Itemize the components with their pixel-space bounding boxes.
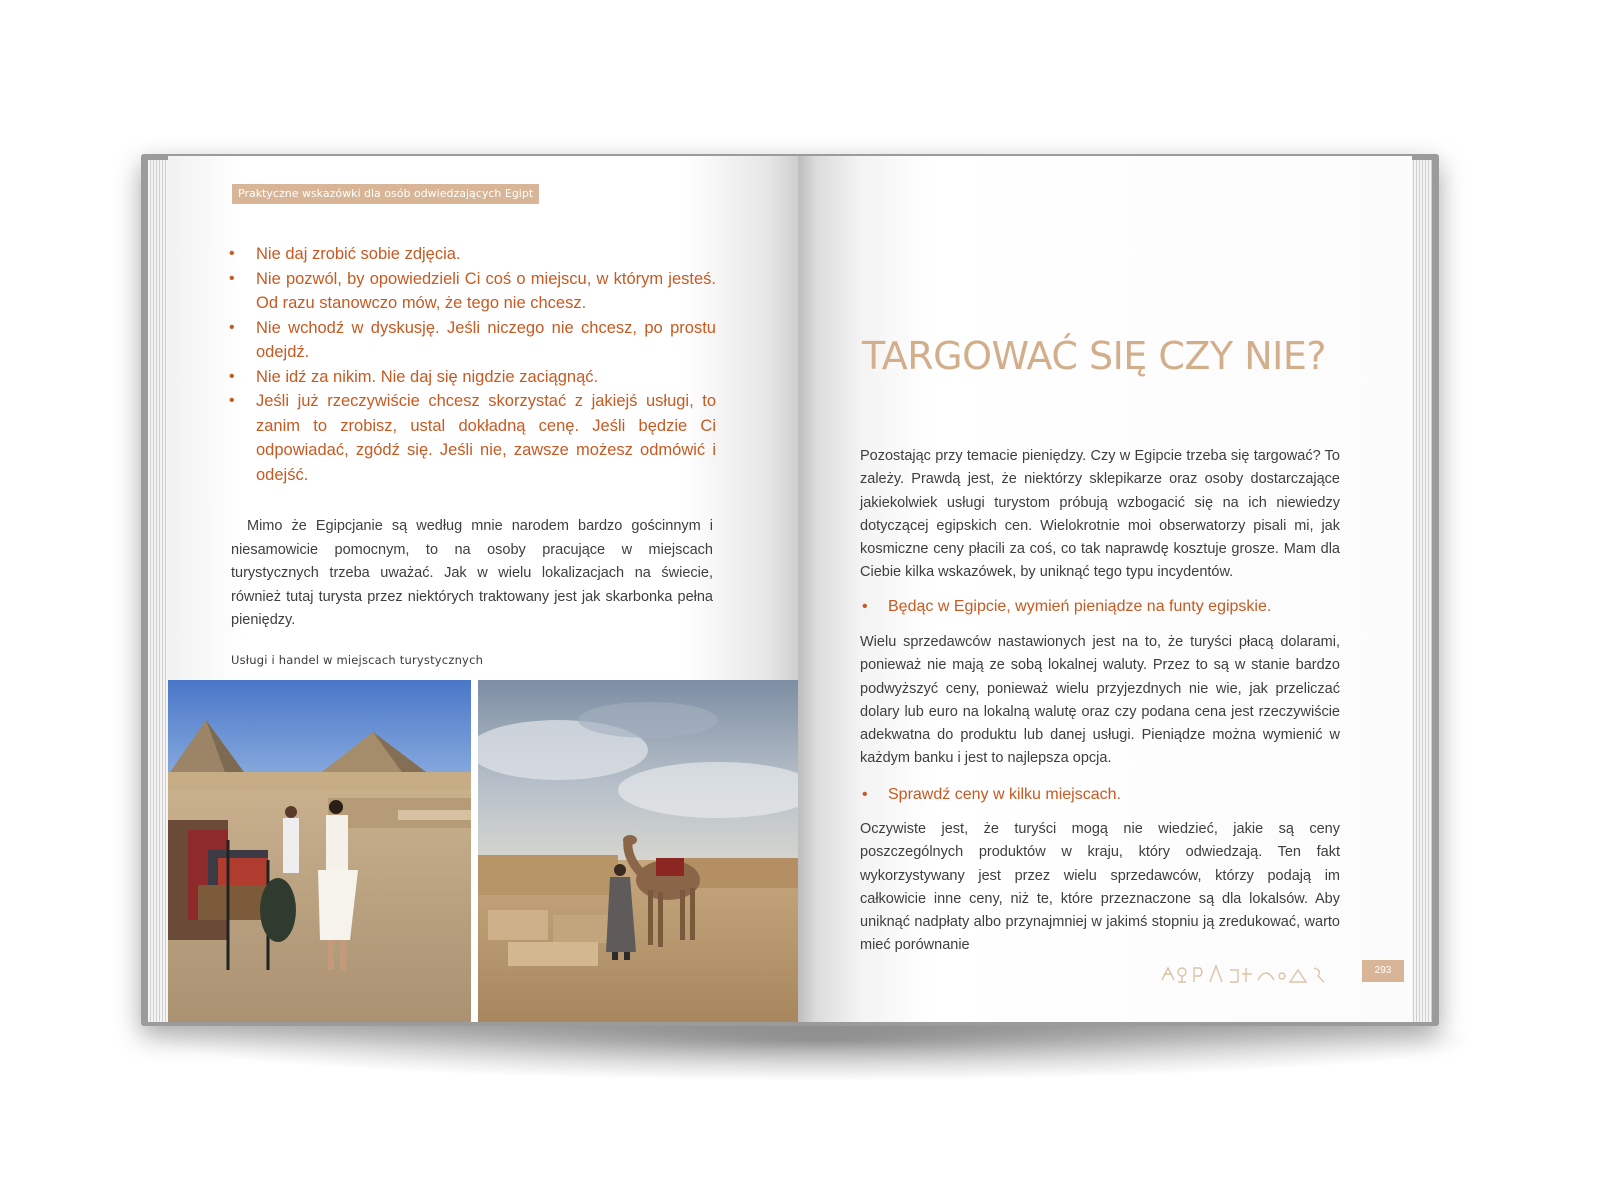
list-item [862, 786, 1121, 804]
tip-text: Nie daj zrobić sobie zdjęcia. [256, 245, 461, 263]
bullet-text: Będąc w Egipcie, wymień pieniądze na funty egipskie. [888, 598, 1272, 615]
body-paragraph [231, 515, 713, 633]
list-item [229, 267, 716, 316]
right-page [798, 156, 1412, 1022]
page-edges-left [148, 160, 170, 1022]
list-item [229, 365, 716, 390]
bullet-icon: • [862, 598, 868, 615]
bullet-icon: • [229, 245, 235, 262]
bullet-icon: • [229, 269, 235, 287]
bullet-icon: • [229, 392, 235, 409]
bullet-text: Sprawdź ceny w kilku miejscach. [888, 786, 1121, 803]
hieroglyph-ornament-icon [1158, 962, 1338, 984]
page-number: 293 [1362, 960, 1404, 982]
body-paragraph: Wielu sprzedawców nastawionych jest na to, że turyści płacą dolarami, ponieważ nie mają ze sobą lokalnej waluty. Przez to są w stanie bardzo podwyższyć ceny, ponieważ wielu przyjezdnych nie wie, jak przeliczać dolary lub euro na lokalną walutę oraz czy podana cena jest rzeczywiście adekwatna do produktu lub danej usługi. Pieniądze można wymienić w każdym banku i jest to najlepsza opcja. [860, 634, 1340, 767]
chapter-title: TARGOWAĆ SIĘ CZY NIE? [862, 334, 1327, 378]
intro-paragraph: Pozostając przy temacie pieniędzy. Czy w Egipcie trzeba się targować? To zależy. Prawdą jest, że niektórzy sklepikarze oraz osoby dostarczające jakiekolwiek usługi turystom próbują wzbogacić się na ich niewiedzy dotyczącej egipskich cen. Wielokrotnie moi obserwatorzy pisali mi, jak kosmiczne ceny płacili za coś, co tak naprawdę kosztuje grosze. Mam dla Ciebie kilka wskazówek, by uniknąć tego typu incydentów. [860, 448, 1340, 581]
list-item [862, 598, 1272, 616]
body-text: Mimo że Egipcjanie są według mnie narodem bardzo gościnnym i niesamowicie pomocnym, to na osoby pracujące w miejscach turystycznych trzeba uważać. Jak w wielu lokalizacjach na świecie, również tutaj turysta przez niektórych traktowany jest jak skarbonka pełna pieniędzy. [231, 518, 713, 628]
tip-text: Jeśli już rzeczywiście chcesz skorzystać z jakiejś usługi, to zanim to zrobisz, ustal dokładną cenę. Jeśli będzie Ci odpowiadać, zgódź się. Jeśli nie, zawsze możesz odmówić i odejść. [256, 392, 716, 484]
list-item [229, 242, 716, 267]
tip-text: Nie idź za nikim. Nie daj się nigdzie zaciągnąć. [256, 367, 599, 386]
bullet-icon: • [229, 318, 235, 336]
tip-text: Nie wchodź w dyskusję. Jeśli niczego nie chcesz, po prostu odejdź. [256, 318, 716, 361]
page-edges-right [1410, 160, 1432, 1022]
tip-text: Nie pozwól, by opowiedzieli Ci coś o miejscu, w którym jesteś. Od razu stanowczo mów, że tego nie chcesz. [256, 269, 716, 312]
pyramids-market-photo [168, 680, 471, 1022]
running-head: Praktyczne wskazówki dla osób odwiedzających Egipt [232, 184, 539, 204]
list-item [229, 316, 716, 365]
camel-desert-photo [478, 680, 798, 1022]
list-item [229, 389, 716, 487]
photo-caption: Usługi i handel w miejscach turystycznych [231, 653, 484, 667]
body-paragraph: Oczywiste jest, że turyści mogą nie wiedzieć, jakie są ceny poszczególnych produktów w kraju, który odwiedzają. Ten fakt wykorzystywany jest przez wielu sprzedawców, którzy podają im całkowicie inne ceny, niż te, które przeznaczone są dla lokalsów. Aby uniknąć nadpłaty albo przynajmniej w jakimś stopniu ją zredukować, warto mieć porównanie [860, 821, 1340, 954]
bullet-icon: • [229, 367, 235, 385]
left-page [168, 156, 798, 1022]
tips-list [229, 242, 716, 487]
bullet-icon: • [862, 786, 868, 803]
